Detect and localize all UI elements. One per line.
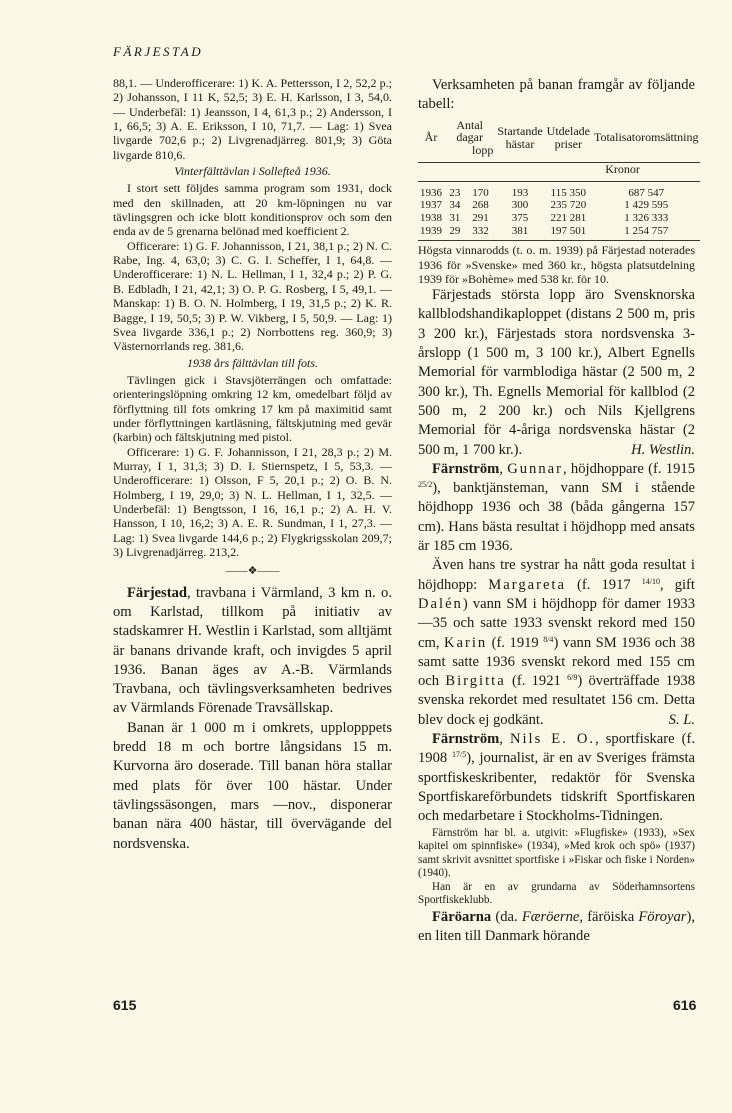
- page-number-left: 615: [113, 997, 137, 1013]
- article-gunnar: Färnström, Gunnar, höjdhoppare (f. 1915 $^{25/2}$), banktjänsteman, vann SM i stående höjdhopp 1936 och 38 (båda gångerna 157 cm). Hans bästa resultat i höjdhopp med ansats är 185 cm 1936.: [418, 460, 695, 555]
- program-paragraph: I stort sett följdes samma program som 1931, dock med den skillnaden, att 20 km-löpningen nu var tävlingsgren och icke blott konditionsprov och som den enda av de 5 grenarna belönad med koefficient 2.: [113, 181, 392, 239]
- farjestad-article: [113, 584, 392, 854]
- article-sisters: Även hans tre systrar ha nått goda resultat i höjdhopp: Margareta (f. 1917 $^{14/10}$, gift Dalén) vann SM i höjdhopp för damer 1933—35 och satte 1933 svenskt rekord med 150 cm, Karin (f. 1919 $^{8/4}$) vann SM 1936 och 38 samt satte 1936 svenskt rekord med 155 cm och Birgitta (f. 1921 $^{6/9}$) överträffade 1938 svenska rekordet med resultatet 156 cm. Detta blev dock ej godkänt. S. L.: [418, 556, 695, 730]
- table-header-totalisator: Totalisatoromsättning: [593, 130, 699, 145]
- table-row: 1937 34 268 300 235 720 1 429 595: [420, 199, 669, 212]
- article-faroe: Färöarna (da. Færöerne, färöiska Föroyar), en liten till Danmark hörande: [418, 909, 695, 945]
- table-intro: Verksamheten på banan framgår av följande tabell:: [418, 77, 695, 113]
- signature-westlin: H. Westlin.: [631, 441, 695, 458]
- article-title-nils: Färnström: [432, 731, 500, 748]
- statistics-table: [418, 119, 700, 242]
- table-header-count: Antal dagar lopp: [456, 117, 494, 158]
- subheading-sollefte: Vinterfälttävlan i Sollefteå 1936.: [174, 164, 331, 179]
- article-nils: Färnström, Nils E. O., sportfiskare (f. 1908 $^{17/5}$), journalist, är en av Sveriges främsta sportfiskeskribenter, redaktör för Svenska Sportfiskareförbundets tidskrift Sportfiskaren och medarbetare i Stockholms-Tidningen.: [418, 731, 696, 825]
- races-paragraph: Färjestads största lopp äro Svensknorska kallblodshandikaploppet (distans 2 500 m, pris 3 200 kr.), Färjestads stora nordsvenska 3-årslopp (1 500 m, 3 100 kr.), Albert Egnells Memorial för varmblodiga hästar (2 500 m, 2 300 kr.), Th. Egnells Memorial för kallblod (2 500 m, 2 200 kr.) och Nils Kjellgrens Memorial för 4-åriga nordsvenska hästar (2 500 m, 1 700 kr.). H. Westlin.: [418, 286, 695, 460]
- page-number-right: 616: [673, 997, 697, 1013]
- subheading-1938: 1938 års fälttävlan till fots.: [186, 355, 318, 370]
- odds-note: Högsta vinnarodds (t. o. m. 1939) på Färjestad noterades 1936 för »Svenske» med 360 kr., högsta platsutdelning 1939 för »Bohème» med 538 kr. för 10.: [418, 243, 695, 286]
- results-paragraph-officers-1936: Officerare: 1) G. F. Johannisson, I 21, 38,1 p.; 2) N. C. Rabe, Ing. 4, 63,0; 3) C. G. I. Scheffer, I 1, 64,8. — Underofficerare: 1) N. L. Hellman, I 1, 32,4 p.; 2) P. G. B. Edbladh, I 21, 42,1; 3) O. P. G. Rosberg, I 5, 49,1. — Manskap: 1) B. O. N. Holmberg, I 19, 31,5 p.; 2) K. R. Bagge, I 19, 50,5; 3) P. W. Vikberg, I 5, 50,9. — Lag: 1) Svea livgarde 336,1 p.; 2) Norrbottens reg. 360,9; 3) Västernorrlands reg. 381,6.: [113, 238, 392, 354]
- article-nils-club: Han är en av grundarna av Söderhamnsortens Sportfiskeklubb.: [418, 880, 695, 907]
- article-title-farjestad: Färjestad: [127, 584, 187, 601]
- results-paragraph-1938: Officerare: 1) G. F. Johannisson, I 21, 28,3 p.; 2) M. Murray, I 1, 31,3; 3) D. I. Stiernspetz, I 5, 53,3. — Underofficerare: 1) Olsson, F 5, 20,1 p.; 2) O. B. N. Holmberg, I 19, 29,0; 3) N. L. Hellman, I 1, 32,5. — Underbefäl: 1) Bengtsson, I 16, 16,1 p.; 2) A. H. V. Hansson, I 10, 16,2; 3) A. E. R. Sundman, I 1, 27,3. — Lag: 1) Svea livgarde 144,6 p.; 2) Flygkrigsskolan 209,7; 3) Livgrenadjärreg. 213,2.: [113, 444, 392, 559]
- right-column: [418, 76, 699, 947]
- article-title-faroe: Färöarna: [432, 909, 492, 926]
- table-row: 1938 31 291 375 221 281 1 326 333: [420, 211, 669, 224]
- table-row: 1936 23 170 193 115 350 687 547: [420, 186, 665, 199]
- table-header-starters: Startande hästar: [497, 123, 543, 151]
- results-paragraph-1936: 88,1. — Underofficerare: 1) K. A. Pettersson, I 2, 52,2 p.; 2) Johansson, I 11 K, 52,5; 3) E. H. Karlsson, I 3, 54,0. — Underbefäl: 1) Jeansson, I 4, 61,3 p.; 2) Andersson, I 1, 66,5; 3) A. E. Eriksson, I 10, 71,7. — Lag: 1) Svea livgarde 702,6 p.; 2) Livgrenadjärreg. 801,9; 3) Göta livgarde 810,6.: [113, 76, 392, 162]
- left-column: [113, 76, 392, 854]
- article-title-gunnar: Färnström: [432, 460, 500, 477]
- competition-description: Tävlingen gick i Stavsjöterrängen och omfattade: orienteringslöpning omkring 12 km, omedelbart följd av förflyttning till fots omkring 17 km på maximitid samt under förflyttningen kartläsning, fältskjutning med gevär (karbin) och fältskjutning med pistol.: [113, 372, 392, 445]
- running-title: FÄRJESTAD: [113, 44, 204, 59]
- section-ornament: ——❖——: [225, 565, 280, 578]
- signature-sl: S. L.: [668, 711, 695, 728]
- table-header-year: År: [424, 130, 438, 145]
- table-header-kronor: Kronor: [605, 161, 640, 176]
- table-row: 1939 29 332 381 197 501 1 254 757: [418, 225, 700, 241]
- article-farjestad-track: Banan är 1 000 m i omkrets, upplopppets bredd 18 m och bortre långsidans 15 m. Kurvorna äro doserade. Till banan höra stallar med plats för över 100 hästar. Under tävlingssäsongen, mars —nov., disponerar banan nära 400 hästar, till övervägande del nordsvenska.: [113, 719, 392, 852]
- table-header-prizes: Utdelade priser: [546, 123, 590, 151]
- article-nils-works: Färnström har bl. a. utgivit: »Flugfiske» (1933), »Sex kapitel om spinnfiske» (1934), »Med krok och spö» (1937) samt skrivit avsnittet sportfiske i »Fiskar och fiske i Norden» (1940).: [418, 826, 695, 880]
- article-farjestad-intro: , travbana i Värmland, 3 km n. o. om Karlstad, tillkom på initiativ av stadskamrer H. Westlin i Karlstad, som alltjämt är banans drivande kraft, och invigdes 5 april 1936. Banan äges av A.-B. Värmlands Travbana, och tävlingsverksamheten bedrives av Värmlands Förenade Travsällskap.: [113, 584, 392, 717]
